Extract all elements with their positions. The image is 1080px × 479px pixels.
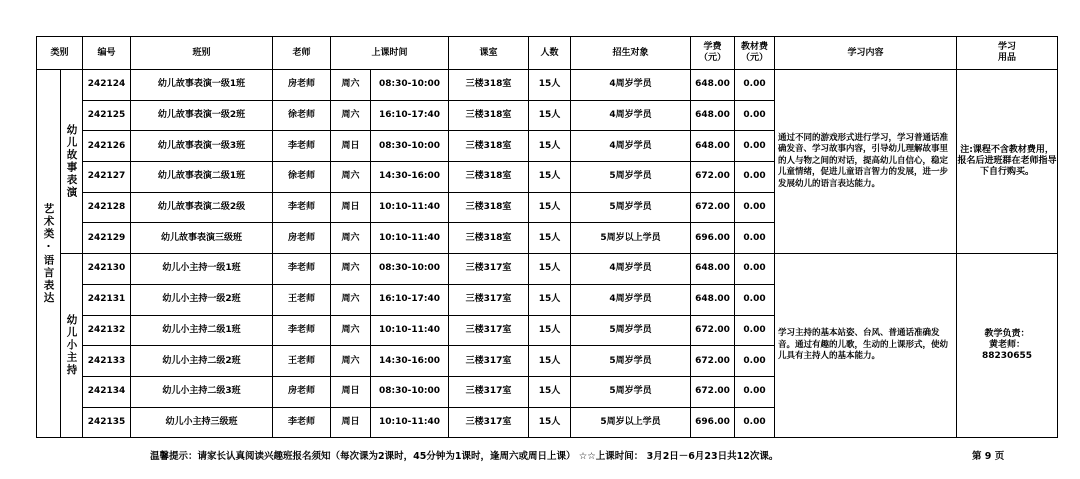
- cell-teacher: 李老师: [273, 315, 331, 346]
- header-target: 招生对象: [571, 37, 691, 70]
- group-name-cell: [61, 70, 83, 254]
- cell-count: 15人: [529, 131, 571, 162]
- cell-count: 15人: [529, 346, 571, 377]
- cell-target: 5周岁学员: [571, 192, 691, 223]
- header-teacher: 老师: [273, 37, 331, 70]
- group-name: 幼儿小主持: [65, 314, 78, 377]
- footer-tip: 温馨提示：请家长认真阅读兴趣班报名须知（每次课为2课时，45分钟为1课时，逢周六或周日上课） ☆☆上课时间： 3月2日－6月23日共12次课。: [150, 451, 779, 462]
- cell-time: 14:30-16:00: [371, 346, 449, 377]
- page-number: 第 9 页: [972, 451, 1005, 462]
- cell-code: 242130: [83, 254, 131, 285]
- category-main: 艺术类·语言表达: [42, 202, 55, 305]
- cell-code: 242135: [83, 407, 131, 438]
- cell-teacher: 李老师: [273, 131, 331, 162]
- cell-time: 10:10-11:40: [371, 192, 449, 223]
- cell-teacher: 房老师: [273, 376, 331, 407]
- cell-room: 三楼318室: [449, 100, 529, 131]
- cell-count: 15人: [529, 407, 571, 438]
- table-row: [37, 254, 1058, 285]
- cell-fee: 672.00: [691, 346, 735, 377]
- cell-fee: 648.00: [691, 131, 735, 162]
- cell-day: 周日: [331, 407, 371, 438]
- cell-day: 周六: [331, 284, 371, 315]
- cell-class: 幼儿小主持三级班: [131, 407, 273, 438]
- cell-code: 242124: [83, 70, 131, 101]
- cell-time: 10:10-11:40: [371, 407, 449, 438]
- cell-room: 三楼317室: [449, 284, 529, 315]
- cell-time: 08:30-10:00: [371, 70, 449, 101]
- cell-class: 幼儿故事表演一级3班: [131, 131, 273, 162]
- cell-room: 三楼317室: [449, 407, 529, 438]
- cell-fee: 648.00: [691, 100, 735, 131]
- supplies-note: 注:课程不含教材费用，报名后进班群在老师指导下自行购买。: [957, 70, 1058, 254]
- cell-class: 幼儿故事表演二级2级: [131, 192, 273, 223]
- header-fee: 学费 （元）: [691, 37, 735, 70]
- cell-material: 0.00: [735, 162, 775, 193]
- cell-code: 242126: [83, 131, 131, 162]
- cell-room: 三楼317室: [449, 376, 529, 407]
- cell-fee: 648.00: [691, 284, 735, 315]
- cell-class: 幼儿小主持一级1班: [131, 254, 273, 285]
- cell-count: 15人: [529, 100, 571, 131]
- cell-room: 三楼318室: [449, 131, 529, 162]
- header-count: 人数: [529, 37, 571, 70]
- cell-teacher: 李老师: [273, 192, 331, 223]
- cell-room: 三楼318室: [449, 162, 529, 193]
- cell-day: 周六: [331, 100, 371, 131]
- cell-target: 4周岁学员: [571, 131, 691, 162]
- header-class: 班别: [131, 37, 273, 70]
- cell-time: 16:10-17:40: [371, 284, 449, 315]
- cell-class: 幼儿故事表演一级2班: [131, 100, 273, 131]
- cell-count: 15人: [529, 315, 571, 346]
- header-room: 课室: [449, 37, 529, 70]
- cell-material: 0.00: [735, 315, 775, 346]
- cell-room: 三楼318室: [449, 192, 529, 223]
- cell-code: 242128: [83, 192, 131, 223]
- header-material: 教材费 （元）: [735, 37, 775, 70]
- cell-fee: 672.00: [691, 376, 735, 407]
- cell-target: 4周岁学员: [571, 70, 691, 101]
- cell-fee: 672.00: [691, 162, 735, 193]
- cell-class: 幼儿小主持二级3班: [131, 376, 273, 407]
- cell-class: 幼儿小主持一级2班: [131, 284, 273, 315]
- cell-class: 幼儿故事表演二级1班: [131, 162, 273, 193]
- cell-day: 周六: [331, 223, 371, 254]
- teacher-contact: 教学负责： 黄老师： 88230655: [957, 254, 1058, 438]
- cell-material: 0.00: [735, 192, 775, 223]
- cell-class: 幼儿故事表演三级班: [131, 223, 273, 254]
- cell-fee: 696.00: [691, 407, 735, 438]
- cell-code: 242134: [83, 376, 131, 407]
- cell-fee: 648.00: [691, 70, 735, 101]
- cell-target: 4周岁学员: [571, 254, 691, 285]
- cell-fee: 696.00: [691, 223, 735, 254]
- cell-target: 4周岁学员: [571, 100, 691, 131]
- cell-time: 10:10-11:40: [371, 315, 449, 346]
- cell-day: 周日: [331, 376, 371, 407]
- cell-target: 5周岁以上学员: [571, 407, 691, 438]
- cell-target: 5周岁学员: [571, 376, 691, 407]
- cell-fee: 648.00: [691, 254, 735, 285]
- header-time: 上课时间: [331, 37, 449, 70]
- cell-teacher: 徐老师: [273, 100, 331, 131]
- cell-day: 周六: [331, 346, 371, 377]
- header-row: [37, 37, 1058, 70]
- cell-day: 周六: [331, 70, 371, 101]
- cell-material: 0.00: [735, 100, 775, 131]
- cell-teacher: 李老师: [273, 254, 331, 285]
- category-main-cell: [37, 70, 61, 438]
- header-supplies: 学习 用品: [957, 37, 1058, 70]
- cell-day: 周六: [331, 315, 371, 346]
- cell-class: 幼儿小主持二级1班: [131, 315, 273, 346]
- cell-time: 16:10-17:40: [371, 100, 449, 131]
- header-code: 编号: [83, 37, 131, 70]
- cell-material: 0.00: [735, 70, 775, 101]
- header-category: 类别: [37, 37, 83, 70]
- cell-material: 0.00: [735, 407, 775, 438]
- cell-teacher: 徐老师: [273, 162, 331, 193]
- cell-material: 0.00: [735, 376, 775, 407]
- group-name: 幼儿故事表演: [65, 124, 78, 200]
- cell-time: 08:30-10:00: [371, 254, 449, 285]
- cell-day: 周六: [331, 254, 371, 285]
- cell-count: 15人: [529, 376, 571, 407]
- cell-day: 周日: [331, 131, 371, 162]
- cell-code: 242133: [83, 346, 131, 377]
- cell-room: 三楼318室: [449, 223, 529, 254]
- header-content: 学习内容: [775, 37, 957, 70]
- schedule-table: [36, 36, 1058, 438]
- cell-code: 242125: [83, 100, 131, 131]
- cell-code: 242132: [83, 315, 131, 346]
- cell-count: 15人: [529, 284, 571, 315]
- cell-teacher: 房老师: [273, 70, 331, 101]
- cell-target: 5周岁学员: [571, 162, 691, 193]
- cell-day: 周日: [331, 192, 371, 223]
- cell-target: 5周岁以上学员: [571, 223, 691, 254]
- cell-class: 幼儿故事表演一级1班: [131, 70, 273, 101]
- group-content: 通过不同的游戏形式进行学习，学习普通话准确发音、学习故事内容，引导幼儿理解故事里的人与物之间的对话，提高幼儿自信心，稳定儿童情绪，促进儿童语言智力的发展，进一步发展幼儿的语言表达能力。: [775, 70, 957, 254]
- cell-target: 4周岁学员: [571, 284, 691, 315]
- cell-time: 10:10-11:40: [371, 223, 449, 254]
- cell-count: 15人: [529, 192, 571, 223]
- cell-count: 15人: [529, 223, 571, 254]
- cell-teacher: 王老师: [273, 346, 331, 377]
- cell-count: 15人: [529, 254, 571, 285]
- cell-teacher: 房老师: [273, 223, 331, 254]
- cell-room: 三楼317室: [449, 254, 529, 285]
- cell-material: 0.00: [735, 284, 775, 315]
- cell-count: 15人: [529, 70, 571, 101]
- cell-day: 周六: [331, 162, 371, 193]
- cell-teacher: 李老师: [273, 407, 331, 438]
- cell-material: 0.00: [735, 131, 775, 162]
- cell-time: 08:30-10:00: [371, 376, 449, 407]
- group-content: 学习主持的基本站姿、台风、普通话准确发音。通过有趣的儿歌，生动的上课形式，使幼儿具有主持人的基本能力。: [775, 254, 957, 438]
- cell-material: 0.00: [735, 223, 775, 254]
- cell-target: 5周岁学员: [571, 346, 691, 377]
- cell-room: 三楼317室: [449, 346, 529, 377]
- cell-code: 242129: [83, 223, 131, 254]
- cell-material: 0.00: [735, 254, 775, 285]
- cell-count: 15人: [529, 162, 571, 193]
- cell-time: 14:30-16:00: [371, 162, 449, 193]
- group-name-cell: [61, 254, 83, 438]
- cell-fee: 672.00: [691, 315, 735, 346]
- cell-room: 三楼318室: [449, 70, 529, 101]
- cell-target: 5周岁学员: [571, 315, 691, 346]
- cell-code: 242131: [83, 284, 131, 315]
- cell-fee: 672.00: [691, 192, 735, 223]
- table-row: [37, 70, 1058, 101]
- cell-material: 0.00: [735, 346, 775, 377]
- cell-code: 242127: [83, 162, 131, 193]
- cell-time: 08:30-10:00: [371, 131, 449, 162]
- cell-room: 三楼317室: [449, 315, 529, 346]
- cell-class: 幼儿小主持二级2班: [131, 346, 273, 377]
- cell-teacher: 王老师: [273, 284, 331, 315]
